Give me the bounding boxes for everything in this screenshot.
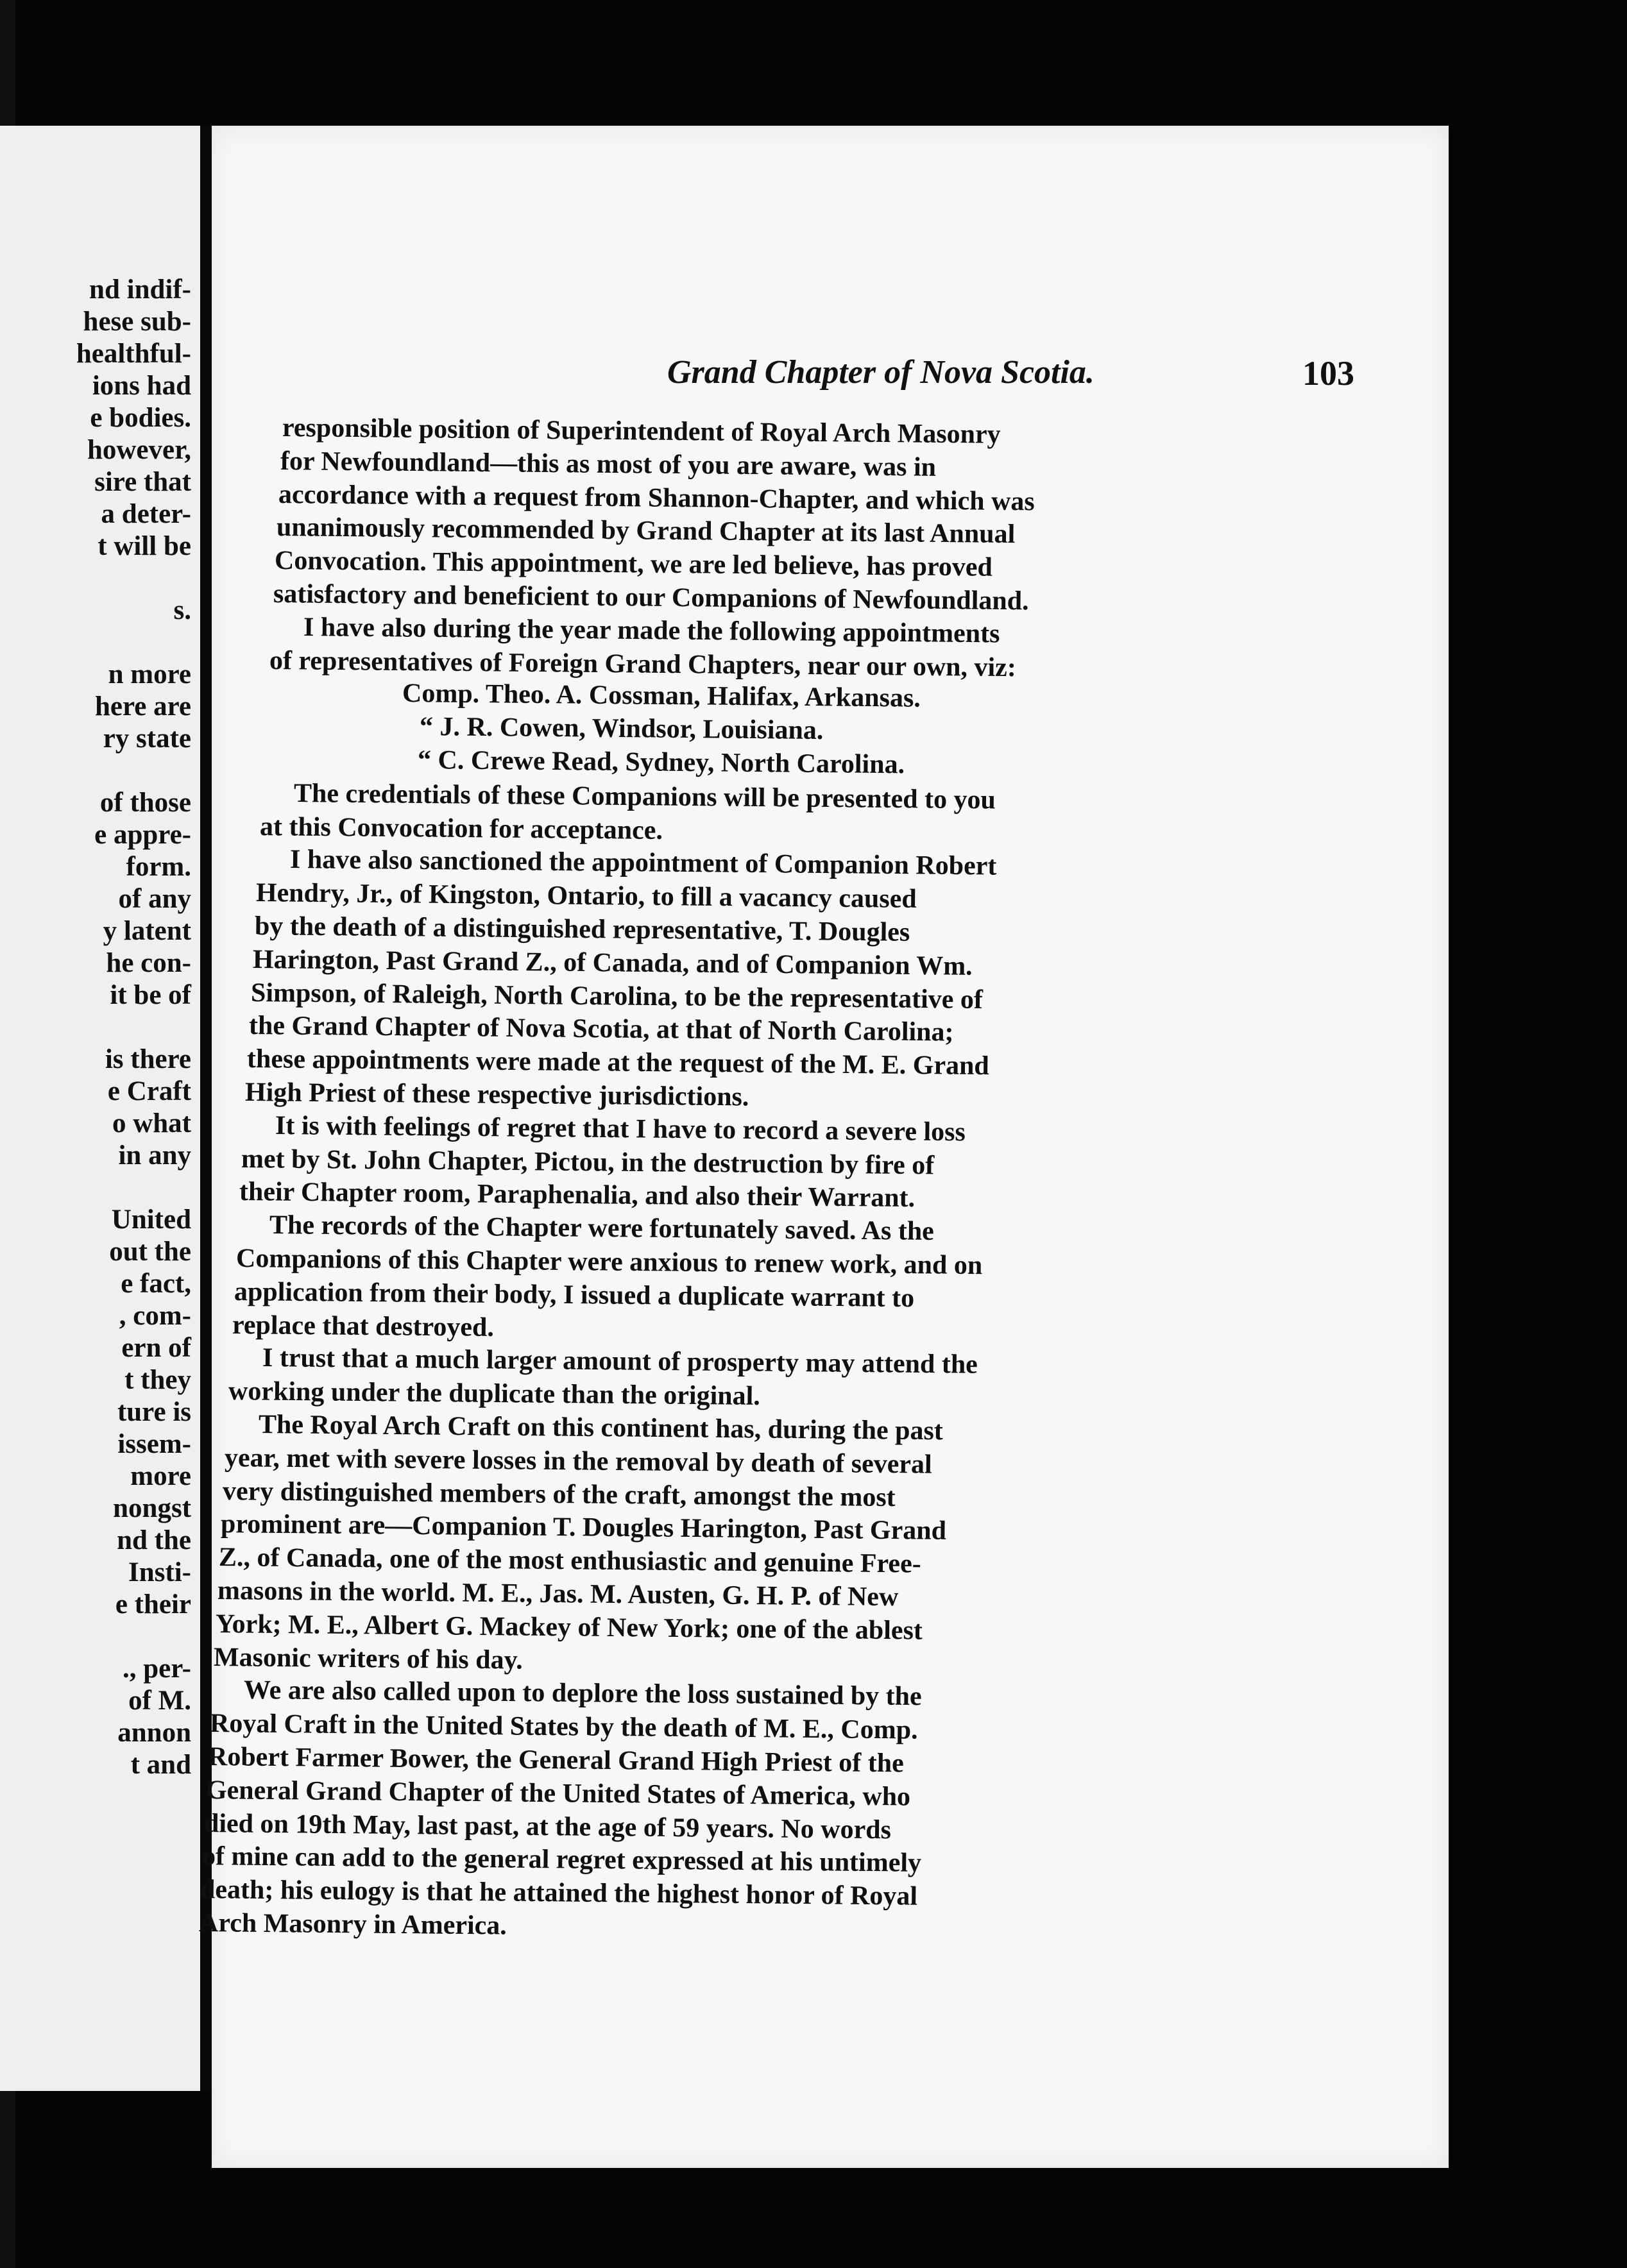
facing-page-line: s. <box>173 595 191 625</box>
body-line: of representatives of Foreign Grand Chapters, near our own, viz: <box>269 645 1016 682</box>
body-line: High Priest of these respective jurisdictions. <box>244 1078 749 1112</box>
body-line: the Grand Chapter of Nova Scotia, at that of North Carolina; <box>248 1011 954 1047</box>
body-line: for Newfoundland—this as most of you are aware, was in <box>280 446 937 482</box>
body-line: Arch Masonry in America. <box>198 1908 507 1941</box>
facing-page-line: nongst <box>113 1493 191 1523</box>
facing-page-line: , com- <box>119 1301 191 1331</box>
facing-page-line: o what <box>112 1108 191 1138</box>
body-line: of mine can add to the general regret expressed at his untimely <box>202 1841 922 1879</box>
body-line: Hendry, Jr., of Kingston, Ontario, to fill a vacancy caused <box>256 878 917 915</box>
facing-page-line: t and <box>130 1750 191 1780</box>
body-line: very distinguished members of the craft, amongst the most <box>222 1476 896 1512</box>
body-line: at this Convocation for acceptance. <box>259 811 663 845</box>
facing-page-line: he con- <box>106 948 191 978</box>
body-line: General Grand Chapter of the United States of America, who <box>205 1775 911 1812</box>
body-line: Z., of Canada, one of the most enthusiastic and genuine Free- <box>219 1543 922 1579</box>
body-line: “ J. R. Cowen, Windsor, Louisiana. <box>419 712 824 746</box>
body-line: I have also during the year made the following appointments <box>303 612 1000 649</box>
facing-page-line: United <box>111 1205 191 1235</box>
facing-page-line: ions had <box>92 371 191 401</box>
body-line: unanimously recommended by Grand Chapter at its last Annual <box>277 512 1016 550</box>
facing-page-line: ern of <box>121 1333 191 1363</box>
book-page <box>198 126 1449 2168</box>
body-line: The credentials of these Companions will be presented to you <box>293 778 996 815</box>
body-line: death; his eulogy is that he attained the highest honor of Royal <box>200 1875 918 1911</box>
facing-page-line: e appre- <box>94 820 191 850</box>
body-line: “ C. Crewe Read, Sydney, North Carolina. <box>417 745 905 780</box>
facing-page-line: y latent <box>103 916 191 946</box>
facing-page-line: of any <box>118 884 191 914</box>
body-line: Simpson, of Raleigh, North Carolina, to be the representative of <box>250 977 983 1015</box>
body-line: Royal Craft in the United States by the death of M. E., Comp. <box>209 1709 918 1745</box>
facing-page-line: nd the <box>117 1525 191 1555</box>
body-line: died on 19th May, last past, at the age of 59 years. No words <box>203 1808 892 1845</box>
body-line: Companions of this Chapter were anxious to renew work, and on <box>235 1244 982 1281</box>
body-line: York; M. E., Albert G. Mackey of New York; one of the ablest <box>215 1609 923 1646</box>
facing-page-line: of those <box>99 788 191 818</box>
facing-page-line: ture is <box>117 1397 191 1427</box>
body-line: these appointments were made at the request of the M. E. Grand <box>246 1044 989 1081</box>
facing-page-line: healthful- <box>76 339 191 369</box>
facing-page-line: of M. <box>128 1686 191 1716</box>
body-line: I have also sanctioned the appointment of Companion Robert <box>290 845 997 881</box>
facing-page-line: out the <box>109 1237 191 1267</box>
facing-page-line: here are <box>94 691 191 722</box>
page-number: 103 <box>1302 354 1354 393</box>
body-line: It is with feelings of regret that I have to record a severe loss <box>275 1110 966 1147</box>
body-line: Comp. Theo. A. Cossman, Halifax, Arkansas. <box>402 679 921 714</box>
facing-page-line: e Craft <box>107 1076 191 1106</box>
running-head: Grand Chapter of Nova Scotia. <box>667 354 1095 391</box>
facing-page-line: hese sub- <box>83 307 191 337</box>
facing-page-line: issem- <box>117 1429 191 1459</box>
facing-page-line: ., per- <box>122 1654 191 1684</box>
facing-page-line: a deter- <box>101 499 191 529</box>
body-line: year, met with severe losses in the removal by death of several <box>224 1443 932 1480</box>
body-line: application from their body, I issued a duplicate warrant to <box>234 1276 914 1313</box>
body-line: met by St. John Chapter, Pictou, in the destruction by fire of <box>241 1144 935 1180</box>
body-line: We are also called upon to deplore the loss sustained by the <box>243 1675 922 1712</box>
facing-page-line: it be of <box>110 980 191 1010</box>
body-line: Convocation. This appointment, we are led believe, has proved <box>275 546 993 582</box>
body-line: replace that destroyed. <box>232 1310 494 1342</box>
body-line: Robert Farmer Bower, the General Grand High Priest of the <box>207 1742 904 1779</box>
body-line: working under the duplicate than the original. <box>228 1376 760 1412</box>
facing-page-line: form. <box>126 852 191 882</box>
facing-page-line: however, <box>87 435 191 465</box>
body-line: accordance with a request from Shannon-Chapter, and which was <box>278 479 1035 516</box>
facing-page-line: is there <box>105 1044 191 1074</box>
body-line: responsible position of Superintendent of Royal Arch Masonry <box>282 413 1001 450</box>
body-line: masons in the world. M. E., Jas. M. Austen, G. H. P. of New <box>217 1576 899 1612</box>
body-line: Harington, Past Grand Z., of Canada, and of Companion Wm. <box>252 944 973 981</box>
facing-page-line: Insti- <box>128 1557 191 1587</box>
body-line: prominent are—Companion T. Dougles Harington, Past Grand <box>221 1509 947 1546</box>
facing-page-line: t will be <box>98 531 191 561</box>
facing-page-fragment <box>0 126 200 2091</box>
body-line: The Royal Arch Craft on this continent has, during the past <box>258 1410 944 1446</box>
facing-page-line: e their <box>115 1589 191 1620</box>
body-line: Masonic writers of his day. <box>213 1642 523 1675</box>
facing-page-line: n more <box>108 659 191 690</box>
body-line: their Chapter room, Paraphenalia, and also their Warrant. <box>239 1177 916 1214</box>
facing-page-line: t they <box>124 1365 191 1395</box>
facing-page-line: more <box>130 1461 191 1491</box>
facing-page-line: in any <box>118 1140 191 1171</box>
facing-page-line: ry state <box>103 724 191 754</box>
body-line: by the death of a distinguished representative, T. Dougles <box>254 911 910 947</box>
body-line: I trust that a much larger amount of prosperty may attend the <box>262 1343 978 1380</box>
facing-page-line: sire that <box>94 467 191 497</box>
facing-page-line: nd indif- <box>89 275 191 305</box>
facing-page-line: e bodies. <box>90 403 191 433</box>
body-line: satisfactory and beneficient to our Companions of Newfoundland. <box>273 579 1029 616</box>
facing-page-line: annon <box>117 1718 191 1748</box>
body-line: The records of the Chapter were fortunately saved. As the <box>269 1210 935 1247</box>
facing-page-line: e fact, <box>121 1269 191 1299</box>
